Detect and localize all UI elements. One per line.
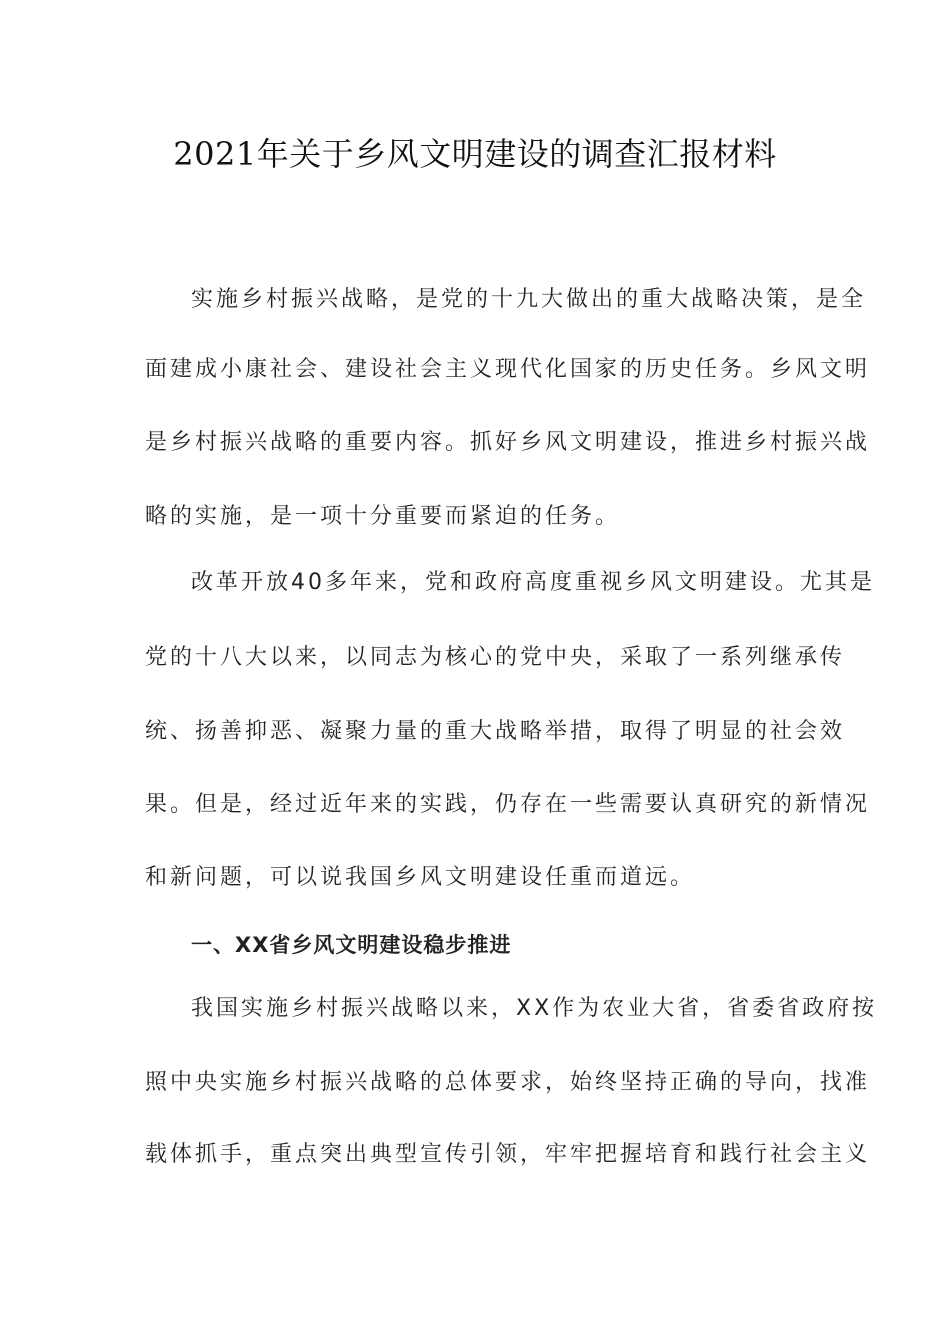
paragraph-line: 统、扬善抑恶、凝聚力量的重大战略举措，取得了明显的社会效: [145, 719, 846, 744]
paragraph-line: 改革开放40多年来，党和政府高度重视乡风文明建设。尤其是: [191, 570, 875, 595]
paragraph-line: 略的实施，是一项十分重要而紧迫的任务。: [145, 504, 621, 529]
paragraph-line: 果。但是，经过近年来的实践，仍存在一些需要认真研究的新情况: [145, 792, 871, 817]
paragraph-line: 实施乡村振兴战略，是党的十九大做出的重大战略决策，是全: [191, 287, 867, 312]
paragraph-line: 照中央实施乡村振兴战略的总体要求，始终坚持正确的导向，找准: [145, 1070, 871, 1095]
paragraph-line: 载体抓手，重点突出典型宣传引领，牢牢把握培育和践行社会主义: [145, 1142, 871, 1167]
section-heading: 一、XX省乡风文明建设稳步推进: [191, 933, 512, 957]
paragraph-line: 是乡村振兴战略的重要内容。抓好乡风文明建设，推进乡村振兴战: [145, 430, 871, 455]
paragraph-line: 面建成小康社会、建设社会主义现代化国家的历史任务。乡风文明: [145, 357, 871, 382]
document-title: 2021年关于乡风文明建设的调查汇报材料: [173, 135, 777, 173]
paragraph-line: 和新问题，可以说我国乡风文明建设任重而道远。: [145, 865, 696, 890]
paragraph-line: 我国实施乡村振兴战略以来，XX作为农业大省，省委省政府按: [191, 996, 878, 1021]
paragraph-line: 党的十八大以来，以同志为核心的党中央，采取了一系列继承传: [145, 645, 846, 670]
